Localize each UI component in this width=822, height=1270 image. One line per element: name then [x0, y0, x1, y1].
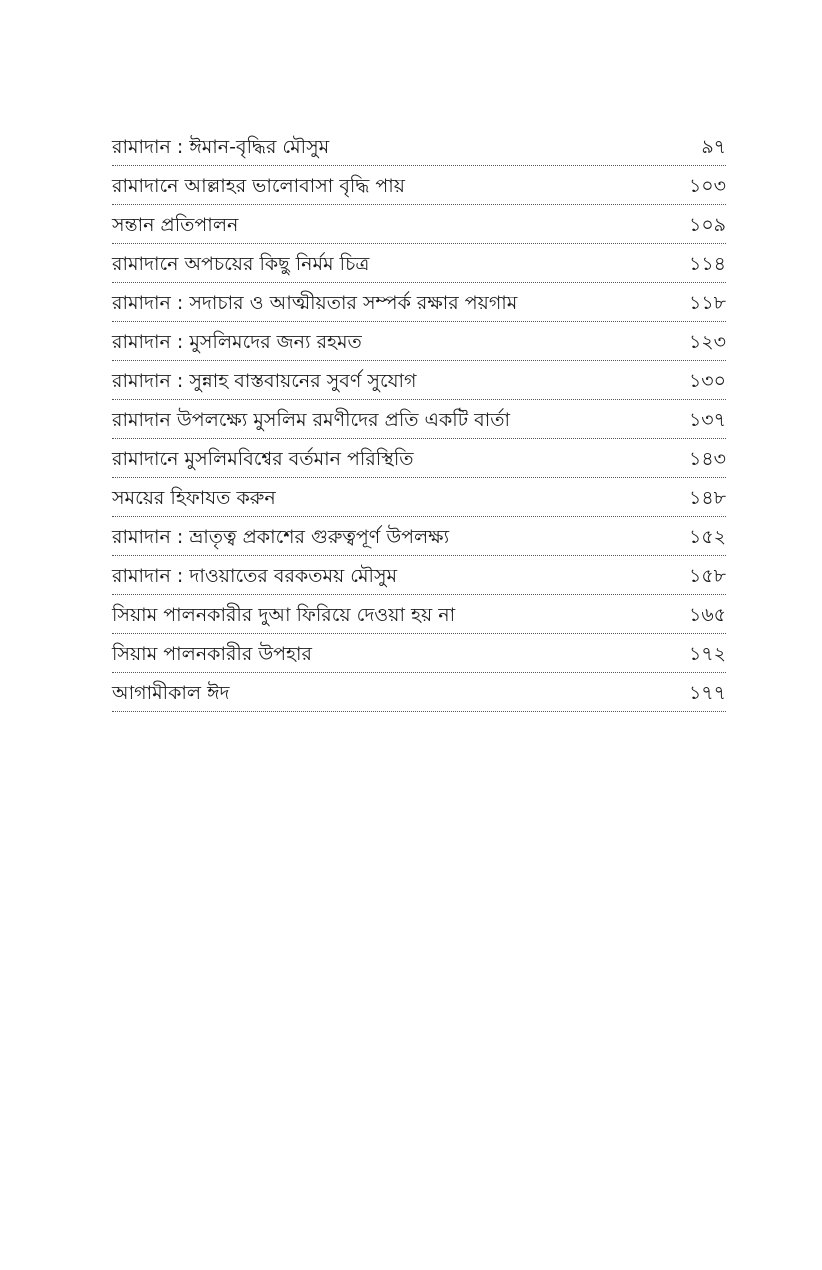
toc-entry[interactable] [112, 518, 726, 556]
toc-entry-title: রামাদানে মুসলিমবিশ্বের বর্তমান পরিস্থিতি [112, 448, 414, 470]
toc-entry-title: রামাদান উপলক্ষ্যে মুসলিম রমণীদের প্রতি একটি বার্তা [112, 409, 510, 431]
toc-entry-page: ৯৭ [701, 136, 726, 158]
toc-entry-page: ১৫২ [688, 526, 726, 548]
toc-entry[interactable] [112, 557, 726, 595]
toc-entry-page: ১০৩ [688, 175, 726, 197]
toc-entry-page: ১৪৩ [688, 448, 726, 470]
toc-entry-title: সিয়াম পালনকারীর দুআ ফিরিয়ে দেওয়া হয় না [112, 604, 456, 626]
toc-entry-title: রামাদানে অপচয়ের কিছু নির্মম চিত্র [112, 253, 370, 275]
toc-entry[interactable] [112, 128, 726, 166]
toc-entry[interactable] [112, 206, 726, 244]
toc-entry-page: ১৭৭ [688, 682, 726, 704]
toc-entry-title: রামাদান : সদাচার ও আত্মীয়তার সম্পর্ক রক্ষার পয়গাম [112, 292, 518, 314]
toc-entry-page: ১৭২ [688, 643, 726, 665]
toc-entry[interactable] [112, 440, 726, 478]
toc-entry[interactable] [112, 479, 726, 517]
toc-entry[interactable] [112, 674, 726, 712]
toc-entry[interactable] [112, 323, 726, 361]
toc-entry-title: রামাদান : মুসলিমদের জন্য রহমত [112, 331, 362, 353]
toc-entry-page: ১২৩ [688, 331, 726, 353]
toc-entry[interactable] [112, 596, 726, 634]
toc-entry-title: রামাদান : ঈমান-বৃদ্ধির মৌসুম [112, 136, 330, 158]
toc-entry-title: সময়ের হিফাযত করুন [112, 487, 276, 509]
table-of-contents [112, 128, 726, 713]
toc-entry-title: রামাদান : দাওয়াতের বরকতময় মৌসুম [112, 565, 398, 587]
toc-entry-title: রামাদান : সুন্নাহ বাস্তবায়নের সুবর্ণ সুযোগ [112, 370, 417, 392]
toc-entry-page: ১৪৮ [689, 487, 726, 509]
toc-entry-title: রামাদান : ভ্রাতৃত্ব প্রকাশের গুরুত্বপূর্ণ উপলক্ষ্য [112, 526, 450, 548]
toc-entry[interactable] [112, 635, 726, 673]
toc-entry-page: ১৬৫ [688, 604, 726, 626]
toc-entry-page: ১১৮ [689, 292, 726, 314]
toc-entry-title: সিয়াম পালনকারীর উপহার [112, 643, 313, 665]
toc-entry[interactable] [112, 362, 726, 400]
toc-entry-page: ১০৯ [688, 214, 726, 236]
toc-entry[interactable] [112, 284, 726, 322]
toc-entry-title: সন্তান প্রতিপালন [112, 214, 239, 236]
toc-entry-page: ১৫৮ [689, 565, 726, 587]
toc-entry[interactable] [112, 245, 726, 283]
toc-entry-title: আগামীকাল ঈদ [112, 682, 230, 704]
toc-entry[interactable] [112, 401, 726, 439]
toc-entry-page: ১১৪ [689, 253, 726, 275]
toc-entry-page: ১৩০ [688, 370, 726, 392]
toc-entry-page: ১৩৭ [688, 409, 726, 431]
toc-entry-title: রামাদানে আল্লাহর ভালোবাসা বৃদ্ধি পায় [112, 175, 405, 197]
toc-entry[interactable] [112, 167, 726, 205]
